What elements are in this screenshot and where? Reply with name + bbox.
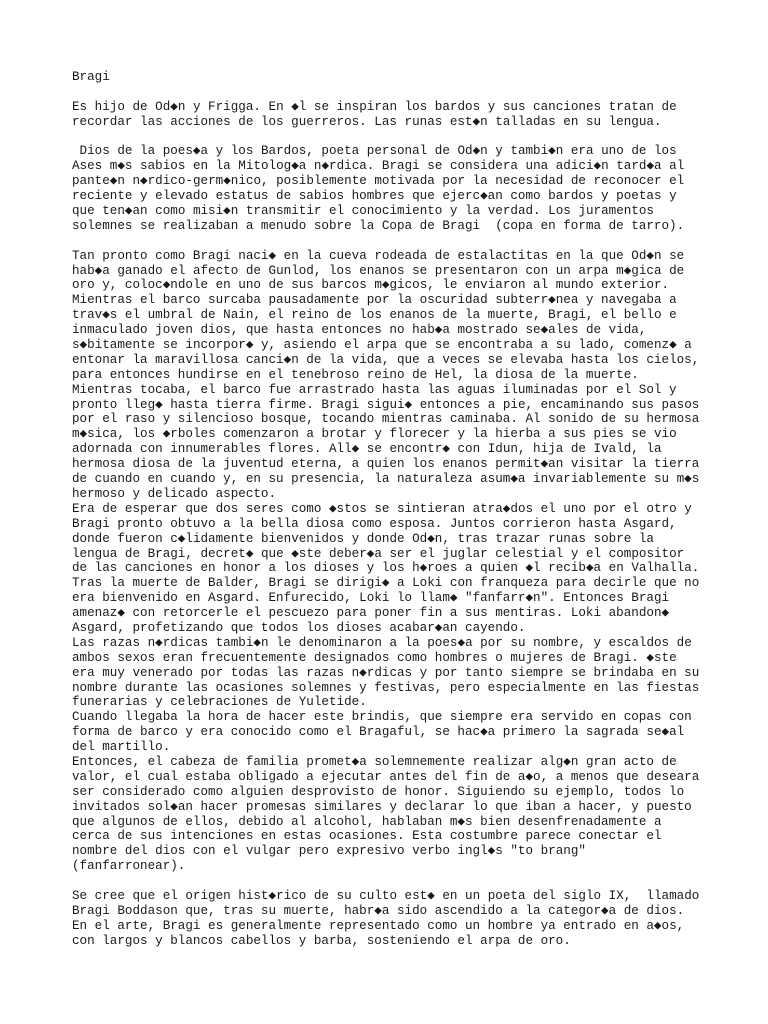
- text-line: valor, el cual estaba obligado a ejecutar antes del fin de a◆o, a menos que deseara: [72, 769, 700, 784]
- text-line: [72, 130, 712, 145]
- text-line: Tan pronto como Bragi naci◆ en la cueva rodeada de estalactitas en la que Od◆n se: [72, 248, 685, 263]
- text-line: [72, 85, 712, 100]
- text-line: pronto lleg◆ hasta tierra firme. Bragi sigui◆ entonces a pie, encaminando sus pasos: [72, 397, 700, 412]
- text-line: oro y, coloc◆ndole en uno de sus barcos m◆gicos, le enviaron al mundo exterior.: [72, 278, 670, 293]
- text-line: para entonces hundirse en el tenebroso reino de Hel, la diosa de la muerte.: [72, 367, 639, 382]
- text-line: ser considerado como alguien desprovisto de honor. Siguiendo su ejemplo, todos lo: [72, 784, 685, 799]
- text-line: Ases m◆s sabios en la Mitolog◆a n◆rdica. Bragi se considera una adici◆n tard◆a al: [72, 159, 685, 174]
- text-line: por el raso y silencioso bosque, tocando mientras caminaba. Al sonido de su hermosa: [72, 412, 700, 427]
- document-text: [72, 70, 712, 949]
- text-line: Las razas n◆rdicas tambi◆n le denominaron a la poes◆a por su nombre, y escaldos de: [72, 635, 692, 650]
- text-line: Era de esperar que dos seres como ◆stos se sintieran atra◆dos el uno por el otro y: [72, 501, 692, 516]
- text-line: donde fueron c◆lidamente bienvenidos y donde Od◆n, tras trazar runas sobre la: [72, 531, 654, 546]
- text-line: forma de barco y era conocido como el Bragaful, se hac◆a primero la sagrada se◆al: [72, 725, 685, 740]
- text-line: trav◆s el umbral de Nain, el reino de los enanos de la muerte, Bragi, el bello e: [72, 308, 677, 323]
- text-line: era bienvenido en Asgard. Enfurecido, Loki lo llam◆ "fanfarr◆n". Entonces Bragi: [72, 591, 670, 606]
- text-line: hermosa diosa de la juventud eterna, a quien los enanos permit◆an visitar la tierra: [72, 457, 700, 472]
- text-line: Cuando llegaba la hora de hacer este brindis, que siempre era servido en copas con: [72, 710, 692, 725]
- text-line: Asgard, profetizando que todos los dioses acabar◆an cayendo.: [72, 620, 526, 635]
- document-title: Bragi: [72, 70, 110, 84]
- text-line: que ten◆an como misi◆n transmitir el conocimiento y la verdad. Los juramentos: [72, 204, 654, 219]
- text-line: nombre del dios con el vulgar pero expresivo verbo ingl◆s "to brang": [72, 844, 586, 859]
- text-line: recordar las acciones de los guerreros. Las runas est◆n talladas en su lengua.: [72, 114, 662, 129]
- text-line: de cuando en cuando y, en su presencia, la naturaleza asum◆a invariablemente su m◆s: [72, 472, 700, 487]
- text-line: reciente y elevado estatus de sabios hombres que ejerc◆an como bardos y poetas y: [72, 189, 677, 204]
- text-line: ambos sexos eran frecuentemente designados como hombres o mujeres de Bragi. ◆ste: [72, 650, 677, 665]
- text-line: En el arte, Bragi es generalmente representado como un hombre ya entrado en a◆os,: [72, 918, 685, 933]
- text-line: lengua de Bragi, decret◆ que ◆ste deber◆a ser el juglar celestial y el compositor: [72, 546, 685, 561]
- text-line: Bragi pronto obtuvo a la bella diosa como esposa. Juntos corrieron hasta Asgard,: [72, 516, 677, 531]
- text-line: cerca de sus intenciones en estas ocasiones. Esta costumbre parece conectar el: [72, 829, 662, 844]
- text-line: con largos y blancos cabellos y barba, sosteniendo el arpa de oro.: [72, 933, 571, 948]
- text-line: funerarias y celebraciones de Yuletide.: [72, 695, 367, 710]
- text-line: amenaz◆ con retorcerle el pescuezo para poner fin a sus mentiras. Loki abandon◆: [72, 606, 670, 621]
- text-line: adornada con innumerables flores. All◆ se encontr◆ con Idun, hija de Ivald, la: [72, 442, 662, 457]
- text-line: Se cree que el origen hist◆rico de su culto est◆ en un poeta del siglo IX, llamado: [72, 888, 700, 903]
- text-line: s◆bitamente se incorpor◆ y, asiendo el arpa que se encontraba a su lado, comenz◆ a: [72, 338, 692, 353]
- text-line: entonar la maravillosa canci◆n de la vida, que a veces se elevaba hasta los cielos,: [72, 352, 700, 367]
- text-line: era muy venerado por todas las razas n◆rdicas y por tanto siempre se brindaba en su: [72, 665, 700, 680]
- text-line: [72, 874, 712, 889]
- text-line: que algunos de ellos, debido al alcohol, hablaban m◆s bien desenfrenadamente a: [72, 814, 662, 829]
- text-line: Entonces, el cabeza de familia promet◆a solemnemente realizar alg◆n gran acto de: [72, 754, 677, 769]
- text-line: de las canciones en honor a los dioses y los h◆roes a quien ◆l recib◆a en Valhalla.: [72, 561, 700, 576]
- text-line: invitados sol◆an hacer promesas similares y declarar lo que iban a hacer, y puesto: [72, 799, 692, 814]
- text-line: [72, 234, 712, 249]
- text-line: hermoso y delicado aspecto.: [72, 486, 277, 501]
- text-line: solemnes se realizaban a menudo sobre la Copa de Bragi (copa en forma de tarro).: [72, 218, 685, 233]
- text-line: Dios de la poes◆a y los Bardos, poeta personal de Od◆n y tambi◆n era uno de los: [72, 144, 677, 159]
- text-line: Bragi Boddason que, tras su muerte, habr◆a sido ascendido a la categor◆a de dios.: [72, 903, 685, 918]
- text-line: Tras la muerte de Balder, Bragi se dirigi◆ a Loki con franqueza para decirle que no: [72, 576, 700, 591]
- text-line: hab◆a ganado el afecto de Gunlod, los enanos se presentaron con un arpa m◆gica de: [72, 263, 685, 278]
- text-line: pante◆n n◆rdico-germ◆nico, posiblemente motivada por la necesidad de reconocer el: [72, 174, 685, 189]
- text-line: nombre durante las ocasiones solemnes y festivas, pero especialmente en las fiestas: [72, 680, 700, 695]
- text-line: (fanfarronear).: [72, 859, 186, 874]
- text-line: m◆sica, los ◆rboles comenzaron a brotar y florecer y la hierba a sus pies se vio: [72, 427, 677, 442]
- text-line: Es hijo de Od◆n y Frigga. En ◆l se inspiran los bardos y sus canciones tratan de: [72, 99, 677, 114]
- text-line: Mientras el barco surcaba pausadamente por la oscuridad subterr◆nea y navegaba a: [72, 293, 677, 308]
- text-line: inmaculado joven dios, que hasta entonces no hab◆a mostrado se◆ales de vida,: [72, 323, 647, 338]
- text-line: del martillo.: [72, 740, 171, 755]
- text-line: Mientras tocaba, el barco fue arrastrado hasta las aguas iluminadas por el Sol y: [72, 382, 677, 397]
